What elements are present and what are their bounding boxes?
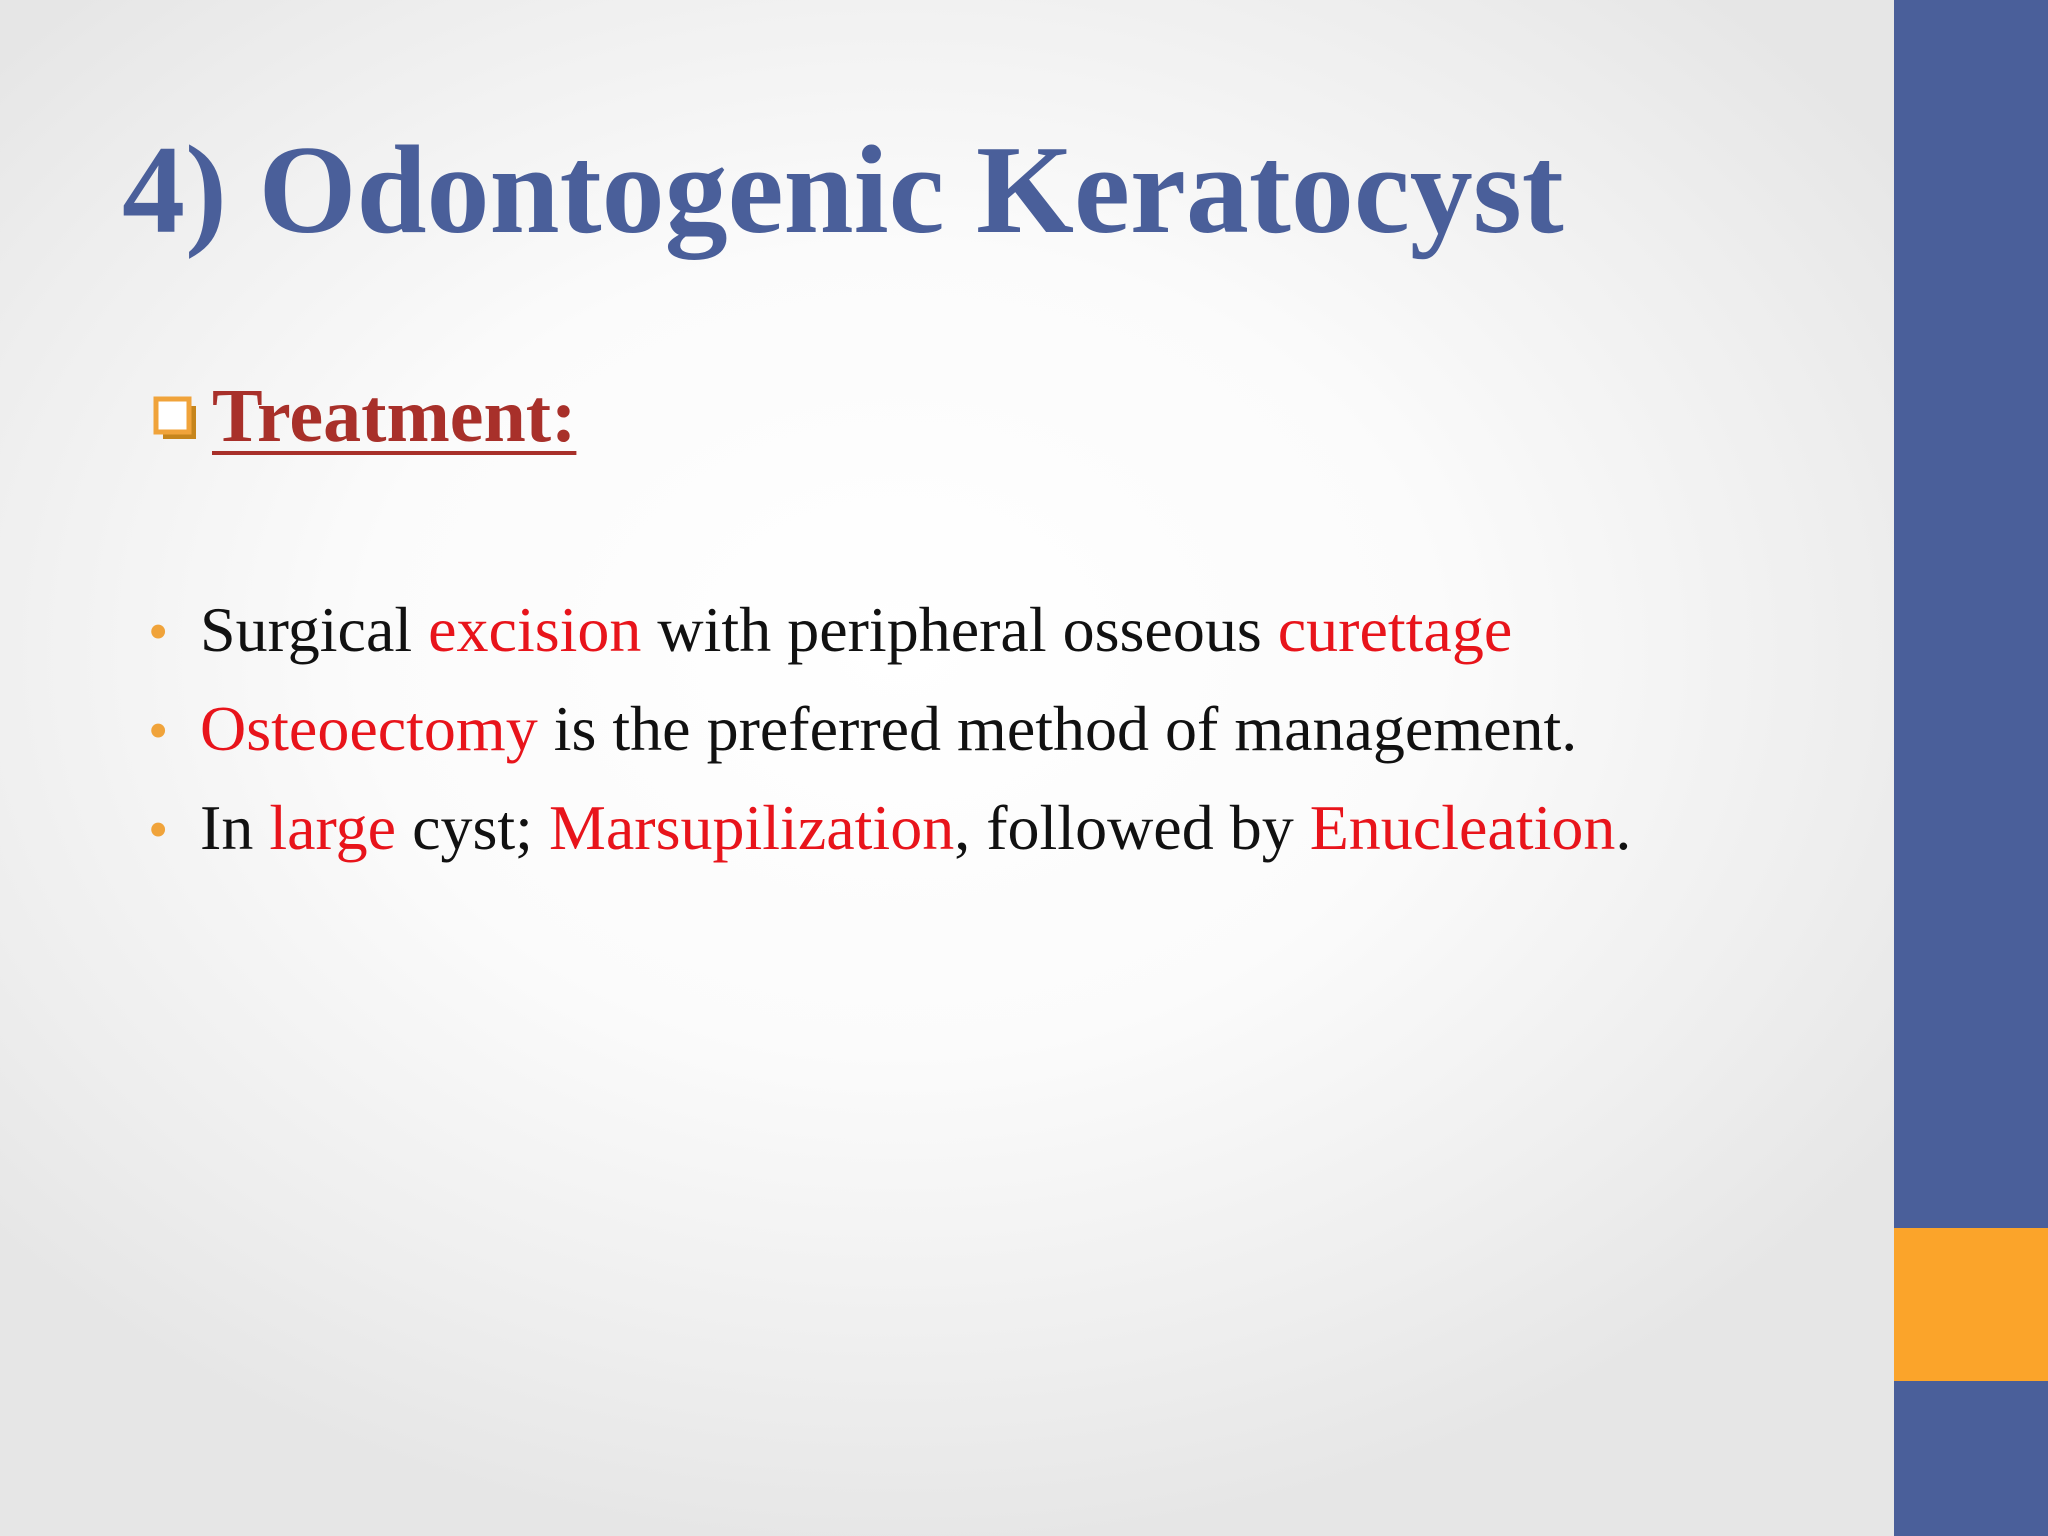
bullet-text: [200, 594, 1513, 665]
text-run: is the preferred method of management.: [537, 693, 1578, 764]
checkbox-icon: [152, 395, 198, 441]
highlight-run: Osteoectomy: [200, 693, 538, 764]
bullet-marker: •: [148, 698, 169, 763]
side-accent-block: [1894, 1228, 2048, 1381]
highlight-run: large: [269, 792, 397, 863]
text-run: .: [1615, 792, 1632, 863]
highlight-run: Enucleation: [1309, 792, 1616, 863]
bullet-text: [200, 693, 1578, 764]
highlight-run: Marsupilization: [548, 792, 955, 863]
subheading-text: Treatment:: [212, 374, 577, 458]
bullet-list: [148, 594, 1632, 895]
bullet-item: [148, 693, 1631, 796]
bullet-marker: •: [148, 599, 169, 664]
highlight-run: excision: [428, 594, 642, 665]
bullet-marker: •: [148, 797, 169, 862]
bullet-item: [148, 594, 1631, 697]
text-run: Surgical: [200, 594, 429, 665]
text-run: In: [200, 792, 270, 863]
subheading: [152, 374, 577, 458]
text-run: with peripheral osseous: [641, 594, 1278, 665]
highlight-run: curettage: [1277, 594, 1513, 665]
slide-title: 4) Odontogenic Keratocyst: [122, 121, 1564, 260]
bullet-text: [200, 792, 1632, 863]
text-run: , followed by: [954, 792, 1310, 863]
bullet-item: [148, 792, 1632, 895]
text-run: cyst;: [396, 792, 549, 863]
